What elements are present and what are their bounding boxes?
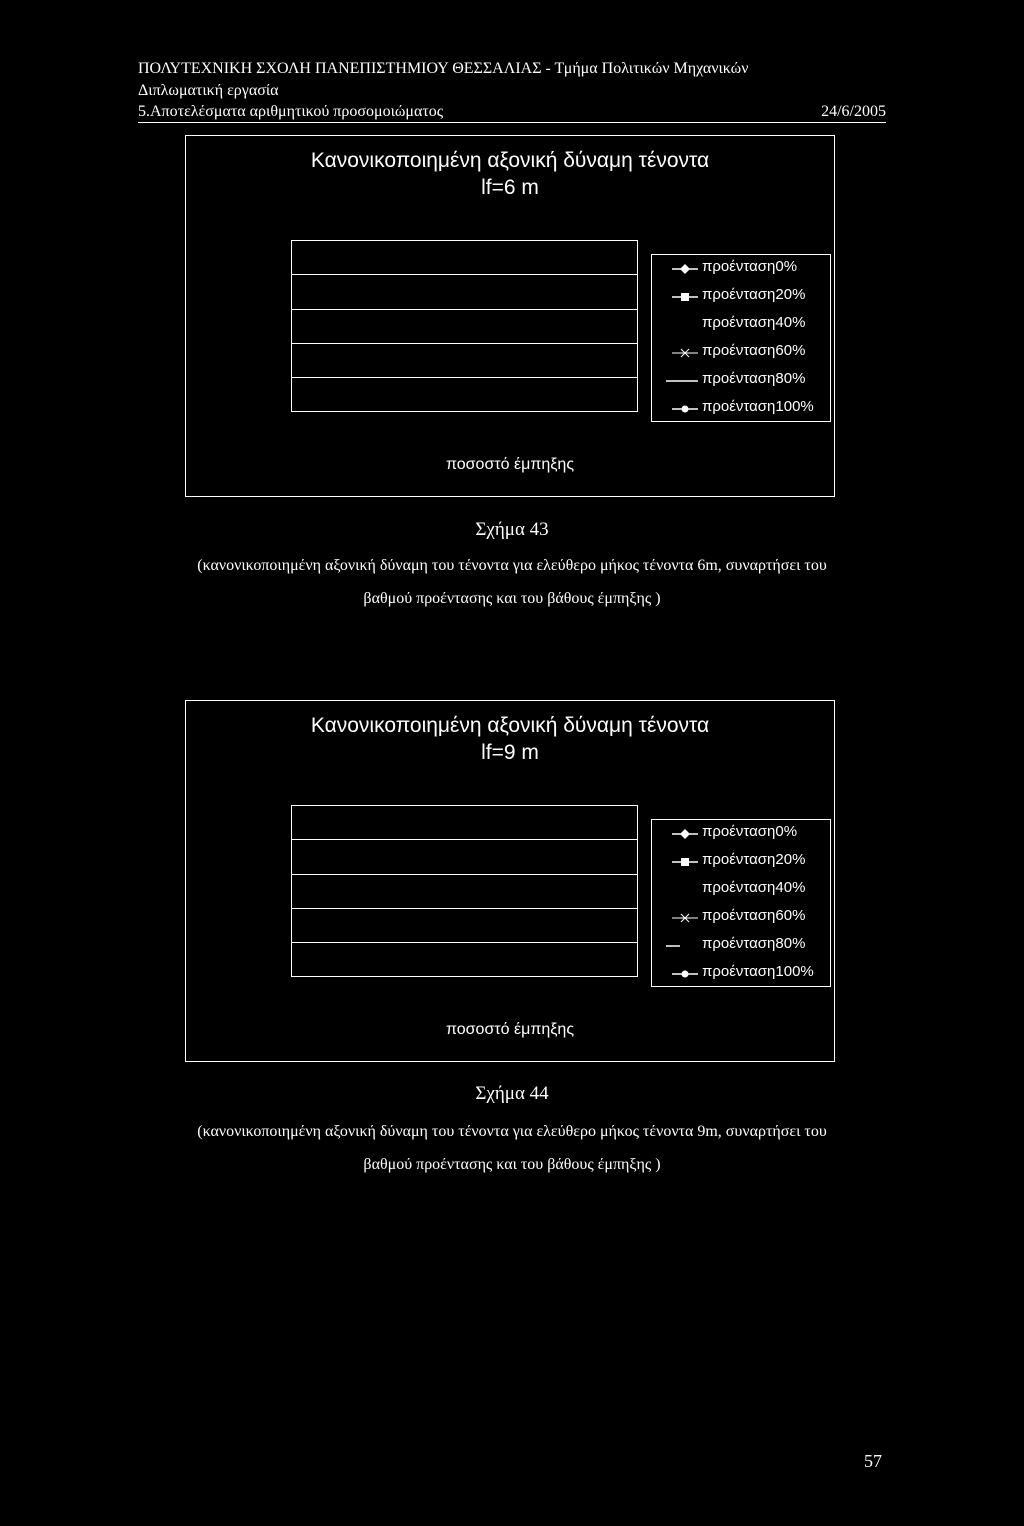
legend-label: προένταση40%: [702, 879, 806, 896]
x-axis-label: ποσοστό έμπηξης: [445, 456, 575, 473]
gridline: [292, 942, 637, 943]
square-marker-icon: [660, 854, 700, 870]
legend-item: [652, 904, 830, 932]
diamond-marker-icon: [660, 826, 700, 842]
legend-label: προένταση0%: [702, 258, 798, 275]
gridline: [292, 309, 637, 310]
chart-subtitle: lf=9 m: [481, 741, 539, 764]
legend-label: προένταση40%: [702, 314, 806, 331]
circle-marker-icon: [660, 966, 700, 982]
header-thesis-type: Διπλωματική εργασία: [138, 82, 279, 99]
legend-label: προένταση80%: [702, 370, 806, 387]
legend-item: [652, 820, 830, 848]
figure-44-caption-line1: (κανονικοποιημένη αξονική δύναμη του τένοντα για ελεύθερο μήκος τένοντα 9m, συναρτήσει του: [197, 1123, 827, 1140]
figure-43-caption-line1: (κανονικοποιημένη αξονική δύναμη του τένοντα για ελεύθερο μήκος τένοντα 6m, συναρτήσει του: [197, 557, 827, 574]
legend-item: [652, 395, 830, 423]
legend-item: [652, 283, 830, 311]
legend: [651, 254, 831, 422]
gridline: [292, 343, 637, 344]
plot-area: [291, 240, 638, 412]
diamond-marker-icon: [660, 261, 700, 277]
triangle-marker-icon: [660, 882, 700, 898]
gridline: [292, 839, 637, 840]
header-institution: ΠΟΛΥΤΕΧΝΙΚΗ ΣΧΟΛΗ ΠΑΝΕΠΙΣΤΗΜΙΟΥ ΘΕΣΣΑΛΙΑΣ - Τμήμα Πολιτικών Μηχανικών: [138, 60, 749, 77]
chart-title: Κανονικοποιημένη αξονική δύναμη τένοντα: [310, 149, 710, 172]
gridline: [292, 874, 637, 875]
legend-item: [652, 367, 830, 395]
gridline: [292, 377, 637, 378]
legend-item: [652, 876, 830, 904]
chart-title: Κανονικοποιημένη αξονική δύναμη τένοντα: [310, 714, 710, 737]
legend-item: [652, 960, 830, 988]
gridline: [292, 274, 637, 275]
cross-marker-icon: [660, 910, 700, 926]
legend-label: προένταση100%: [702, 398, 814, 415]
legend: [651, 819, 831, 987]
cross-marker-icon: [660, 345, 700, 361]
header-section-line: [138, 103, 886, 123]
legend-label: προένταση60%: [702, 907, 806, 924]
triangle-marker-icon: [660, 317, 700, 333]
legend-label: προένταση20%: [702, 851, 806, 868]
legend-label: προένταση60%: [702, 342, 806, 359]
legend-item: [652, 311, 830, 339]
legend-item: [652, 339, 830, 367]
x-axis-label: ποσοστό έμπηξης: [445, 1021, 575, 1038]
legend-label: προένταση80%: [702, 935, 806, 952]
square-marker-icon: [660, 289, 700, 305]
header-date: 24/6/2005: [821, 103, 886, 120]
gridline: [292, 908, 637, 909]
circle-marker-icon: [660, 401, 700, 417]
figure-44-label: Σχήμα 44: [475, 1083, 549, 1104]
chart-lf9: [185, 700, 835, 1062]
legend-item: [652, 255, 830, 283]
plot-area: [291, 805, 638, 977]
figure-44-caption-line2: βαθμού προέντασης και του βάθους έμπηξης ): [363, 1156, 661, 1173]
legend-item: [652, 932, 830, 960]
legend-label: προένταση0%: [702, 823, 798, 840]
legend-item: [652, 848, 830, 876]
plain-line-marker-icon: [660, 373, 700, 389]
chart-subtitle: lf=6 m: [481, 176, 539, 199]
plain-line-marker-icon: [660, 938, 700, 954]
page-number: 57: [864, 1451, 882, 1471]
chart-lf6: [185, 135, 835, 497]
legend-label: προένταση100%: [702, 963, 814, 980]
figure-43-label: Σχήμα 43: [475, 519, 549, 540]
figure-43-caption-line2: βαθμού προέντασης και του βάθους έμπηξης ): [363, 590, 661, 607]
header-section: 5.Αποτελέσματα αριθμητικού προσομοιώματος: [138, 103, 444, 120]
legend-label: προένταση20%: [702, 286, 806, 303]
